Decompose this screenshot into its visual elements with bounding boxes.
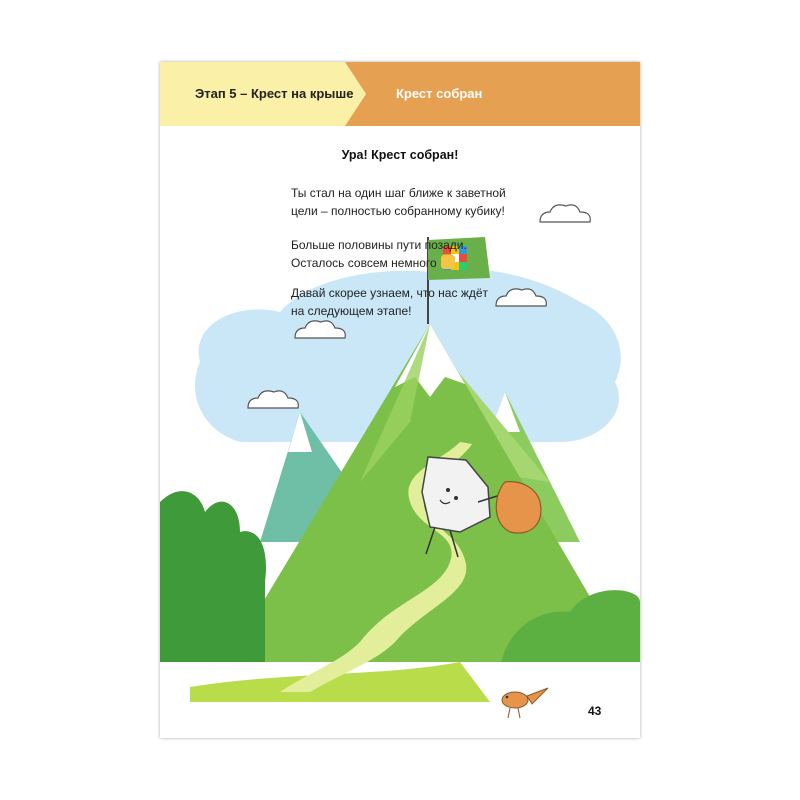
stage-title: Этап 5 – Крест на крыше bbox=[195, 86, 354, 101]
paragraph-3: Давай скорее узнаем, что нас ждёт на следующем этапе! bbox=[291, 286, 489, 318]
book-page bbox=[160, 62, 640, 738]
paragraph-2: Больше половины пути позади. Осталось совсем немного bbox=[291, 238, 467, 270]
stage-status: Крест собран bbox=[396, 86, 483, 101]
paragraph-1: Ты стал на один шаг ближе к заветной цели – полностью собранному кубику! bbox=[291, 186, 506, 218]
mountain-illustration bbox=[160, 62, 640, 738]
page-number: 43 bbox=[588, 704, 602, 718]
smile-icon bbox=[441, 255, 455, 269]
page-heading: Ура! Крест собран! bbox=[341, 148, 459, 162]
